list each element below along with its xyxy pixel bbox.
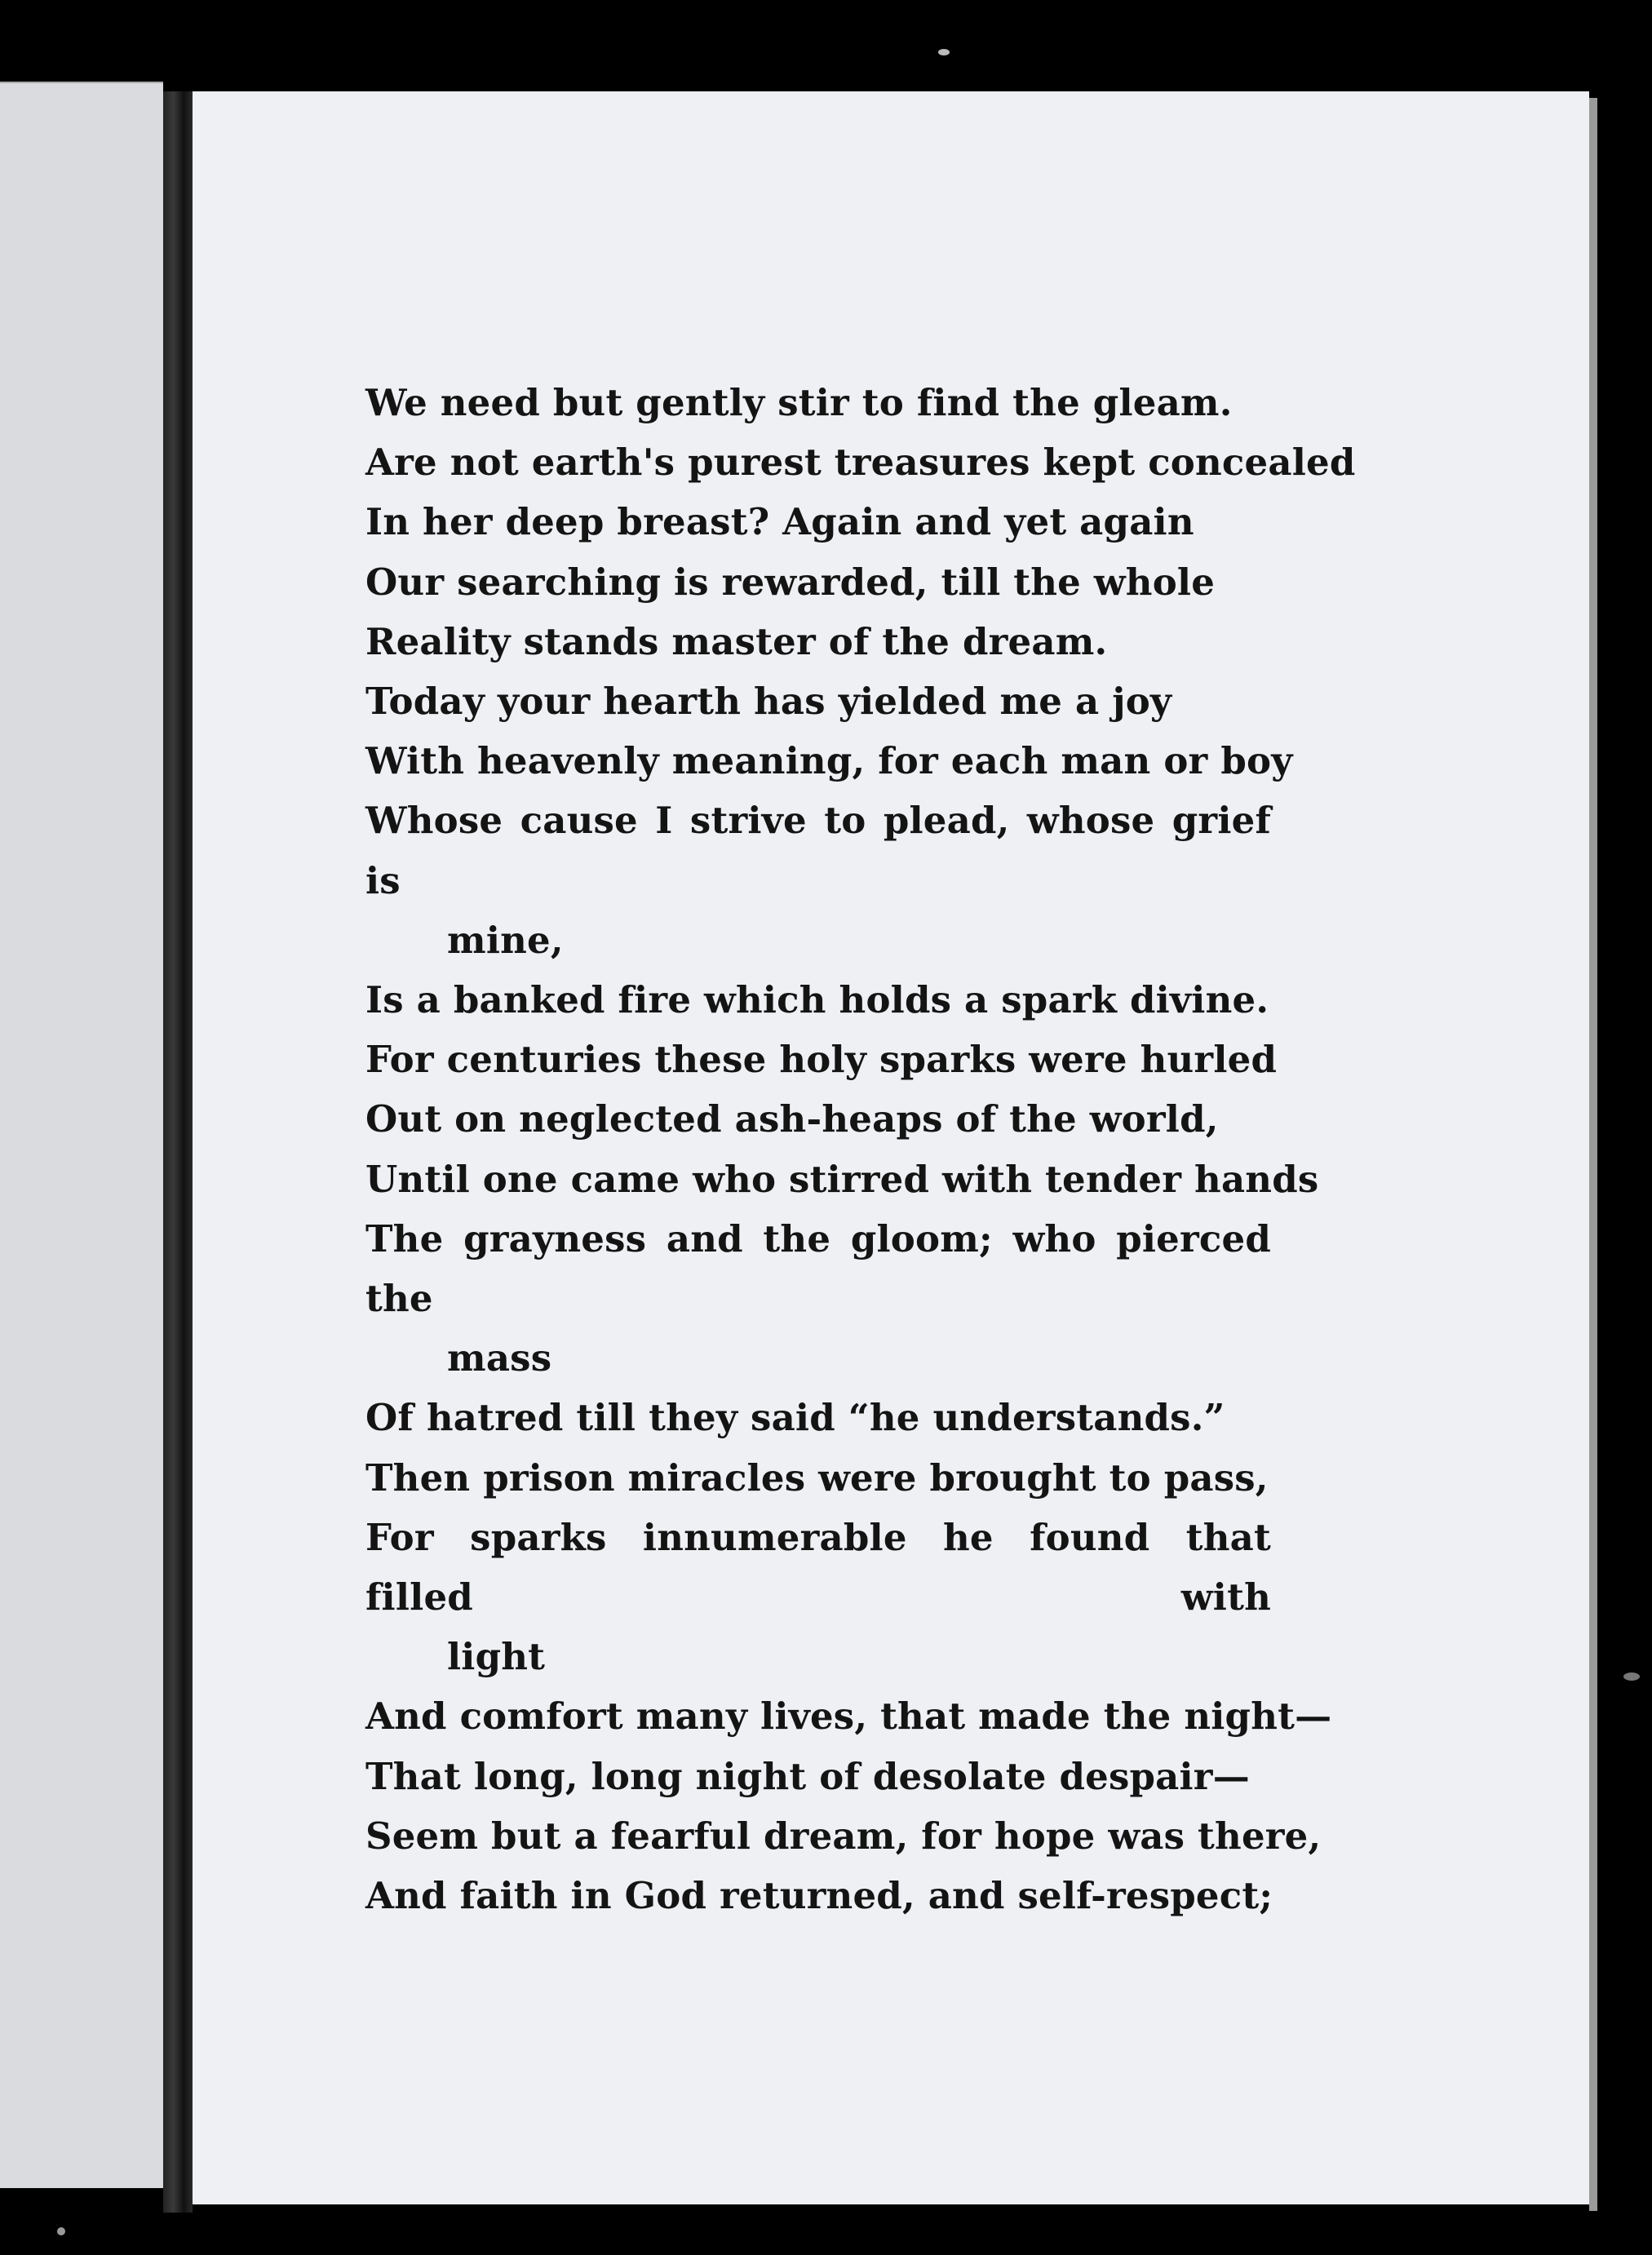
poem-line: Until one came who stirred with tender hands [365, 1157, 1319, 1201]
poem-line: Are not earth's purest treasures kept concealed [365, 441, 1356, 485]
poem-line: Of hatred till they said “he understands.” [365, 1396, 1225, 1440]
poem-line: And faith in God returned, and self-respect; [365, 1874, 1273, 1918]
book-page [193, 91, 1589, 2204]
poem-line: For centuries these holy sparks were hurled [365, 1038, 1278, 1082]
page-edge-shadow [1589, 98, 1597, 2211]
poem-line: And comfort many lives, that made the night— [365, 1695, 1332, 1739]
poem-line: Is a banked fire which holds a spark divine. [365, 978, 1269, 1022]
poem-line: Today your hearth has yielded me a joy [365, 680, 1172, 724]
scan-speck [938, 49, 950, 55]
scan-speck [57, 2227, 65, 2235]
poem-line: Out on neglected ash-heaps of the world, [365, 1097, 1219, 1141]
scan-speck [1623, 1672, 1640, 1681]
left-page-edge [0, 82, 163, 2188]
poem-text [365, 373, 1524, 1925]
poem-line: Then prison miracles were brought to pass, [365, 1455, 1269, 1500]
poem-line: Seem but a fearful dream, for hope was there, [365, 1814, 1322, 1858]
poem-line: We need but gently stir to find the gleam. [365, 381, 1233, 424]
poem-line: That long, long night of desolate despair— [365, 1754, 1250, 1798]
poem-line: Whose cause I strive to plead, whose grief is [365, 799, 1271, 902]
book-spine [163, 91, 193, 2213]
poem-line-continuation: mass [447, 1336, 552, 1380]
poem-line: The grayness and the gloom; who pierced the [365, 1216, 1271, 1321]
poem-line: In her deep breast? Again and yet again [365, 500, 1194, 544]
poem-line: Our searching is rewarded, till the whole [365, 560, 1216, 604]
poem-line: With heavenly meaning, for each man or boy [365, 739, 1293, 783]
poem-line: Reality stands master of the dream. [365, 619, 1108, 663]
poem-line: For sparks innumerable he found that filled with [365, 1515, 1271, 1619]
poem-line-continuation: mine, [447, 918, 564, 962]
poem-line-continuation: light [447, 1635, 546, 1679]
